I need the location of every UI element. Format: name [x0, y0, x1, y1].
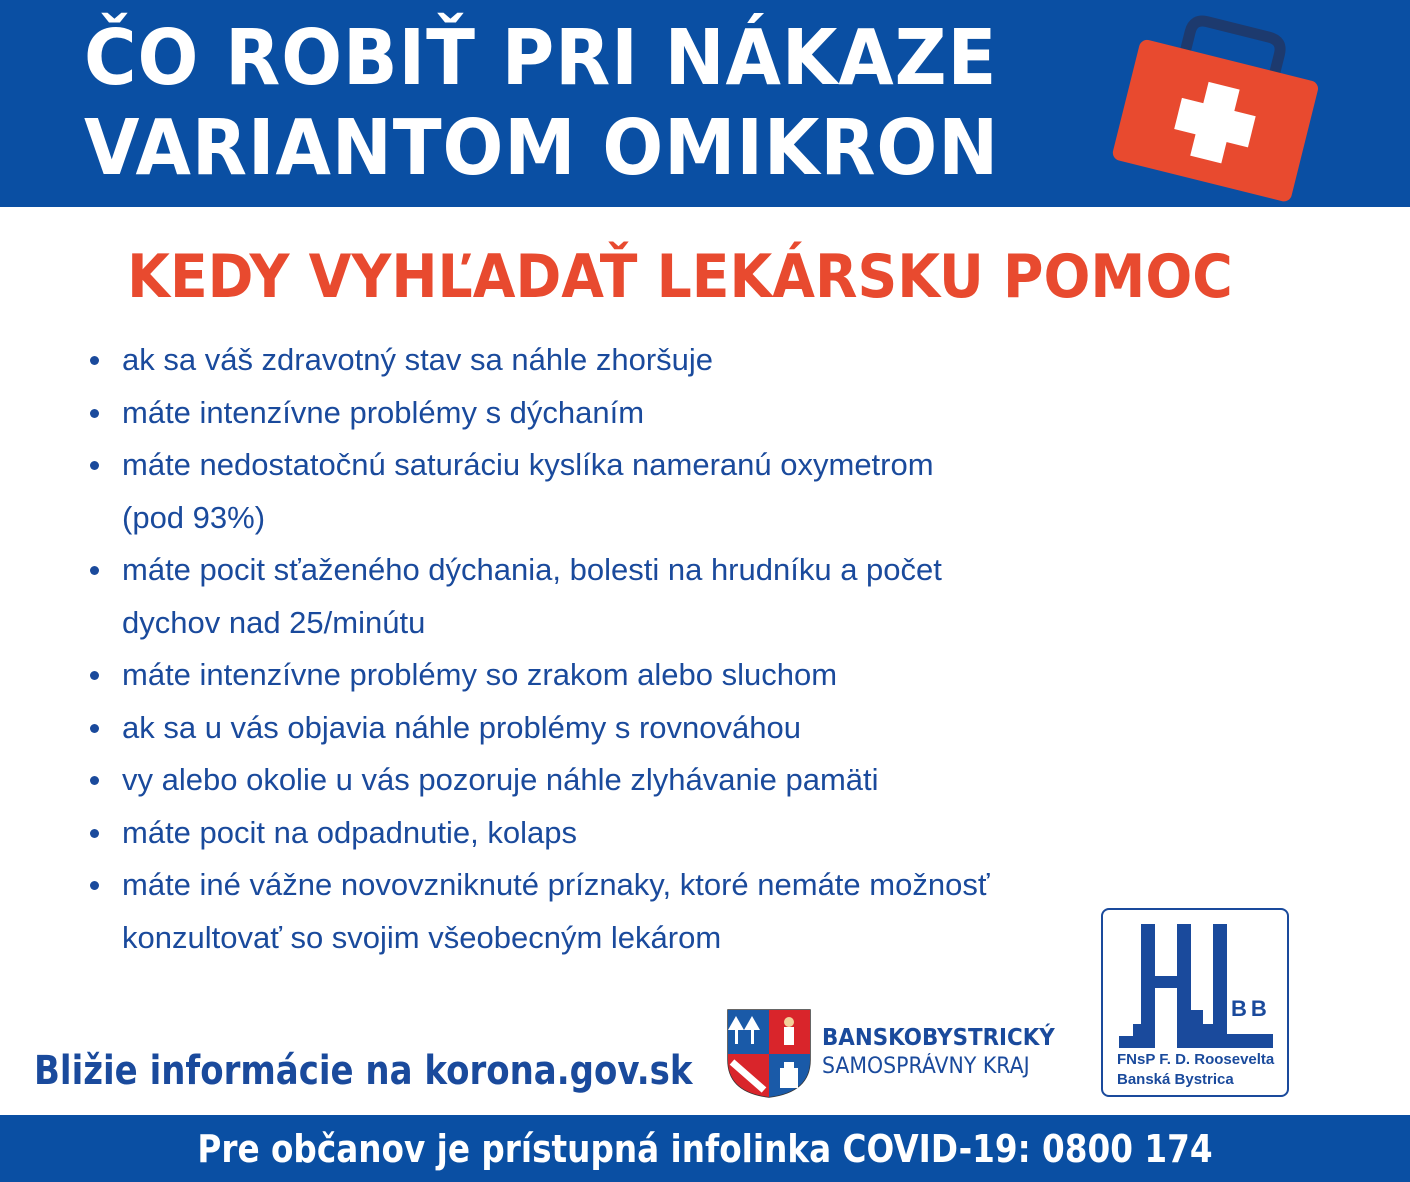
page-title	[84, 14, 1000, 194]
criteria-item-continuation: (pod 93%)	[122, 499, 266, 535]
region-name-line-1: BANSKOBYSTRICKÝ	[822, 1025, 1055, 1051]
criteria-item: máte iné vážne novovzniknuté príznaky, ktoré nemáte možnosť	[88, 859, 1288, 912]
more-info-text: Bližie informácie na korona.gov.sk	[34, 1048, 693, 1094]
section-heading: KEDY VYHĽADAŤ LEKÁRSKU POMOC	[127, 242, 1233, 312]
region-name	[822, 1024, 1072, 1081]
hospital-name-line-1: FNsP F. D. Roosevelta	[1117, 1051, 1275, 1068]
hospital-name	[1117, 1050, 1274, 1090]
title-line-2: VARIANTOM OMIKRON	[84, 104, 1000, 193]
first-aid-kit-icon	[1108, 8, 1318, 208]
region-name-line-2: SAMOSPRÁVNY KRAJ	[822, 1054, 1030, 1079]
hospital-logo	[1101, 908, 1289, 1097]
hospital-name-line-2: Banská Bystrica	[1117, 1071, 1234, 1088]
criteria-item: máte nedostatočnú saturáciu kyslíka nameranú oxymetrom	[88, 439, 1288, 492]
criteria-item: máte pocit sťaženého dýchania, bolesti na hrudníku a počet	[88, 544, 1288, 597]
hospital-logo-icon	[1117, 920, 1279, 1048]
criteria-item: máte intenzívne problémy s dýchaním	[88, 387, 1288, 440]
criteria-item: máte intenzívne problémy so zrakom alebo sluchom	[88, 649, 1288, 702]
criteria-item: vy alebo okolie u vás pozoruje náhle zlyhávanie pamäti	[88, 754, 1288, 807]
criteria-list	[88, 334, 1288, 964]
criteria-item: máte pocit na odpadnutie, kolaps	[88, 807, 1288, 860]
title-line-1: ČO ROBIŤ PRI NÁKAZE	[84, 14, 998, 103]
criteria-item: ak sa u vás objavia náhle problémy s rovnováhou	[88, 702, 1288, 755]
criteria-item: ak sa váš zdravotný stav sa náhle zhoršuje	[88, 334, 1288, 387]
infoline-text: Pre občanov je prístupná infolinka COVID-19: 0800 174	[197, 1127, 1213, 1171]
criteria-item-continuation: konzultovať so svojim všeobecným lekárom	[122, 919, 722, 955]
hospital-letters: BB	[1231, 996, 1271, 1021]
criteria-item-continuation: dychov nad 25/minútu	[122, 604, 426, 640]
coat-of-arms-icon	[726, 1008, 812, 1098]
